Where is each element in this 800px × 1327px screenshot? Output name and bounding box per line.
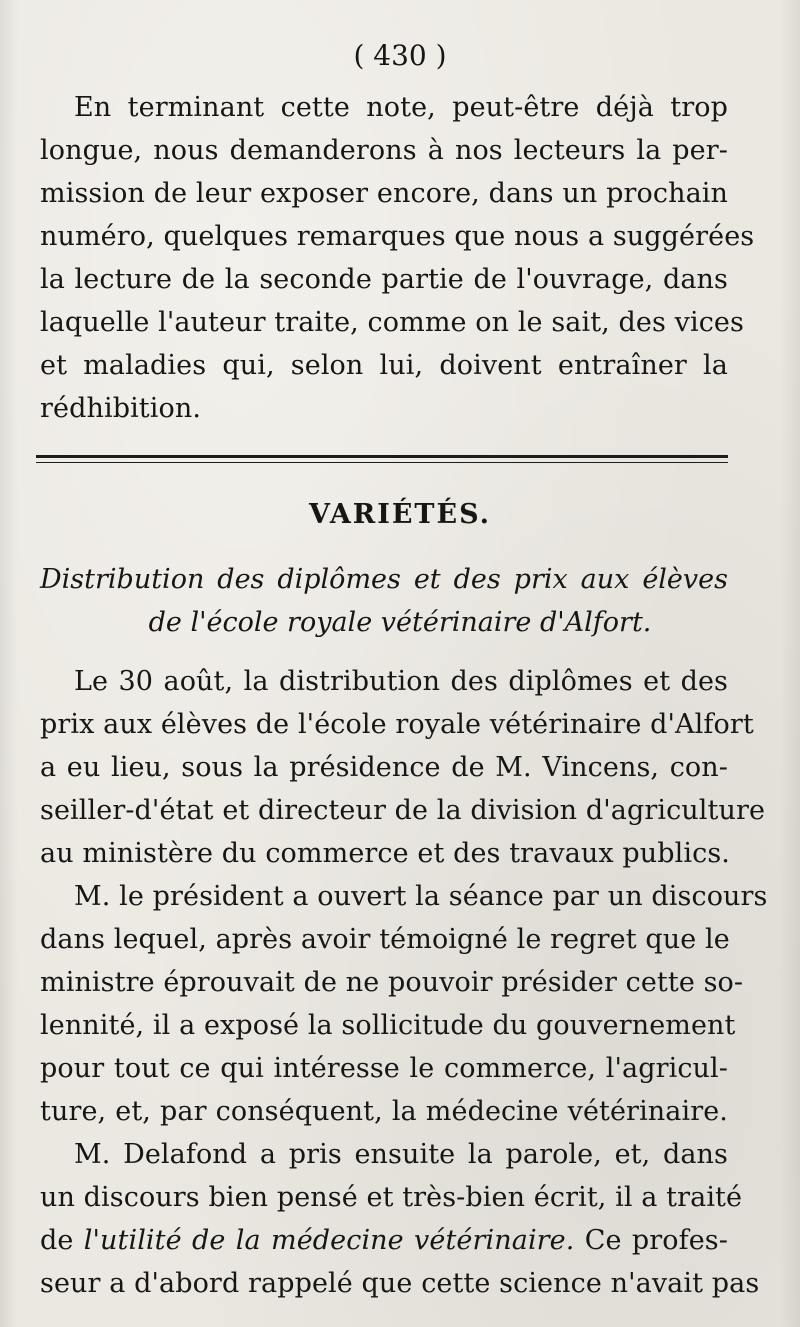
text-line — [40, 1223, 728, 1259]
text-line: M. le président a ouvert la séance par un discours — [74, 881, 768, 912]
text-line: au ministère du commerce et des travaux publics. — [40, 838, 730, 869]
text-line: et maladies qui, selon lui, doivent entraîner la — [40, 350, 728, 381]
text-line: Le 30 août, la distribution des diplômes et des — [74, 666, 728, 697]
text-line: laquelle l'auteur traite, comme on le sait, des vices — [40, 307, 744, 338]
section-divider-thin — [36, 462, 728, 463]
text-line: seiller-d'état et directeur de la division d'agriculture — [40, 795, 766, 826]
text-line: ministre éprouvait de ne pouvoir présider cette so- — [40, 967, 744, 998]
text-line: mission de leur exposer encore, dans un prochain — [40, 178, 728, 209]
text-segment: Ce profes- — [574, 1225, 728, 1256]
text-line: la lecture de la seconde partie de l'ouvrage, dans — [40, 264, 728, 295]
text-line: ture, et, par conséquent, la médecine vétérinaire. — [40, 1096, 728, 1127]
section-divider-thick — [36, 455, 728, 458]
text-line: prix aux élèves de l'école royale vétérinaire d'Alfort — [40, 709, 754, 740]
text-line: pour tout ce qui intéresse le commerce, l'agricul- — [40, 1053, 728, 1084]
text-line: longue, nous demanderons à nos lecteurs la per- — [40, 135, 728, 166]
text-line: rédhibition. — [40, 393, 202, 424]
text-line: M. Delafond a pris ensuite la parole, et, dans — [74, 1139, 728, 1170]
text-line: En terminant cette note, peut-être déjà trop — [74, 92, 728, 123]
text-line: un discours bien pensé et très-bien écrit, il a traité — [40, 1182, 743, 1213]
article-subtitle-line-1: Distribution des diplômes et des prix aux élèves — [40, 564, 728, 595]
text-segment: de — [40, 1225, 84, 1256]
section-title: VARIÉTÉS. — [308, 499, 492, 530]
page-number: ( 430 ) — [353, 39, 447, 72]
text-line: dans lequel, après avoir témoigné le regret que le — [40, 924, 730, 955]
text-line: a eu lieu, sous la présidence de M. Vincens, con- — [40, 752, 728, 783]
text-line: lennité, il a exposé la sollicitude du gouvernement — [40, 1010, 736, 1041]
article-subtitle-line-2: de l'école royale vétérinaire d'Alfort. — [148, 607, 652, 638]
text-line: seur a d'abord rappelé que cette science n'avait pas — [40, 1268, 760, 1299]
text-line: numéro, quelques remarques que nous a suggérées — [40, 221, 755, 252]
italic-title: l'utilité de la médecine vétérinaire. — [83, 1225, 575, 1256]
